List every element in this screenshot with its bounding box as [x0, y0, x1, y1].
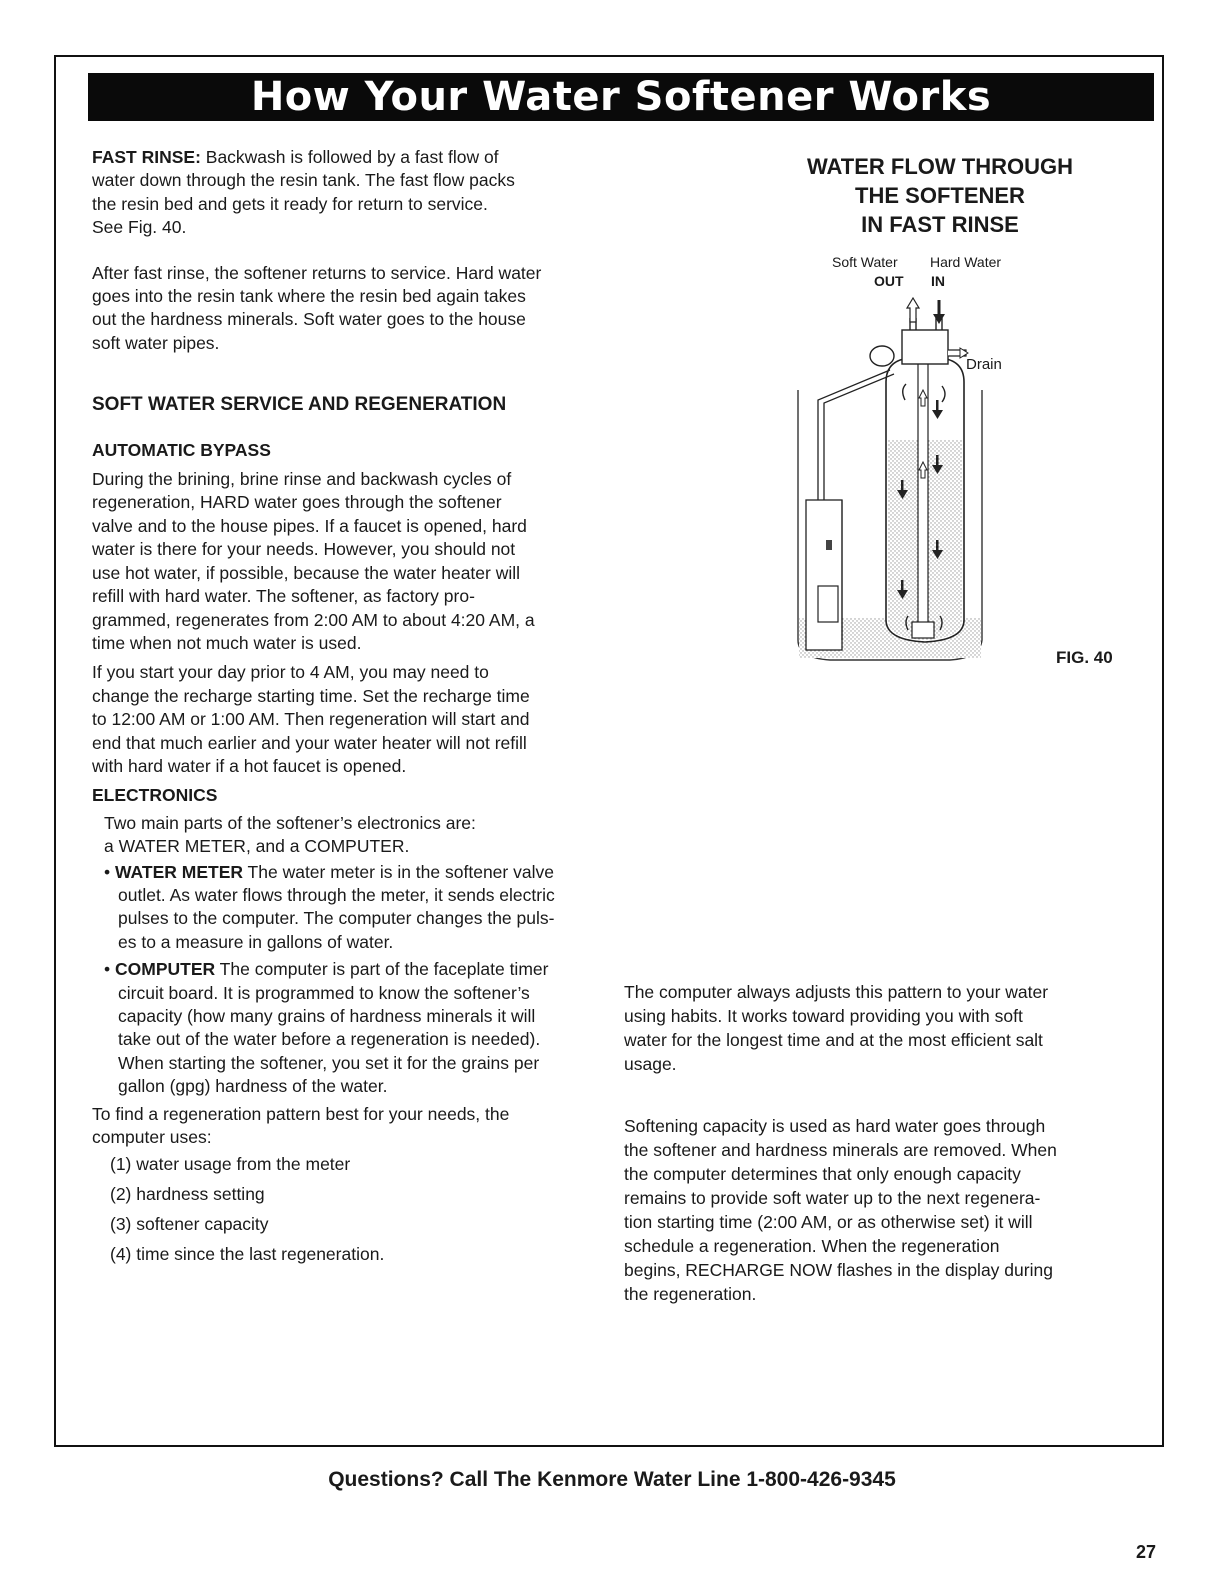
out-label: OUT [874, 273, 904, 289]
water-meter-label: WATER METER [115, 861, 244, 882]
valve-body [902, 330, 948, 364]
page-banner-title: How Your Water Softener Works [88, 73, 1154, 121]
figure-title: WATER FLOW THROUGH THE SOFTENER IN FAST RINSE [807, 154, 1073, 237]
water-softener-diagram [790, 290, 990, 670]
electronics-intro: Two main parts of the softener’s electronics are: a WATER METER, and a COMPUTER. [104, 812, 476, 857]
pattern-paragraph: To find a regeneration pattern best for your needs, the computer uses: [92, 1103, 510, 1148]
in-label: IN [931, 273, 945, 289]
bottom-distributor [912, 622, 934, 638]
left-column [92, 146, 612, 1269]
footer-phone-line: Questions? Call The Kenmore Water Line 1-800-426-9345 [328, 1468, 896, 1491]
list-item: (1) water usage from the meter [110, 1154, 351, 1175]
recharge-time-paragraph: If you start your day prior to 4 AM, you may need to change the recharge starting time. Set the recharge time to 12:00 AM or 1:00 AM. Then regeneration will start and end that much earlier and your water heater will not refill with hard water if a hot faucet is opened. [92, 662, 530, 776]
computer-label: COMPUTER [115, 959, 216, 980]
brine-line [818, 370, 890, 500]
list-item: (4) time since the last regeneration. [110, 1244, 385, 1265]
computer-bullet: • COMPUTER The computer is part of the faceplate timer circuit board. It is programmed to know the softener’s capacity (how many grains of hardness minerals it will take out of the water before a regeneration is needed). When starting the softener, you set it for the grains per gallon (gpg) hardness of the water. [104, 959, 549, 1097]
after-rinse-paragraph: After fast rinse, the softener returns to service. Hard water goes into the resin tank where the resin bed again takes out the hardness minerals. Soft water goes to the house soft water pipes. [92, 262, 542, 353]
fast-rinse-paragraph: FAST RINSE: Backwash is followed by a fast flow of water down through the resin tank. The fast flow packs the resin bed and gets it ready for return to service. See Fig. 40. [92, 147, 515, 238]
uses-list [92, 1149, 612, 1269]
list-item: (3) softener capacity [110, 1214, 269, 1235]
drain-label: Drain [966, 356, 1002, 373]
electronics-heading: ELECTRONICS [92, 785, 218, 806]
valve-motor [870, 346, 894, 366]
right-column-text [624, 980, 1124, 1306]
bypass-paragraph: During the brining, brine rinse and backwash cycles of regeneration, HARD water goes through the softener valve and to the house pipes. If a faucet is opened, hard water is there for your needs. However, you should not use hot water, if possible, because the water heater will refill with hard water. The softener, as factory pro- grammed, regenerates from 2:00 AM to about 4:20 AM, a time when not much water is used. [92, 469, 535, 653]
fast-rinse-label: FAST RINSE: [92, 147, 201, 167]
list-item: (2) hardness setting [110, 1184, 265, 1205]
hard-water-label: Hard Water [930, 254, 1002, 270]
adjusts-paragraph: The computer always adjusts this pattern to your water using habits. It works toward providing you with soft water for the longest time and at the most efficient salt usage. [624, 982, 1049, 1074]
water-meter-bullet: • WATER METER The water meter is in the softener valve outlet. As water flows through the meter, it sends electric pulses to the computer. The computer changes the puls- es to a measure in gallons of water. [104, 861, 555, 952]
brine-well [806, 500, 842, 650]
page-number: 27 [1136, 1542, 1157, 1562]
capacity-paragraph: Softening capacity is used as hard water goes through the softener and hardness minerals are removed. When the computer determines that only enough capacity remains to provide soft water up to the next regenera- tion starting time (2:00 AM, or as otherwise set) it will schedule a regeneration. When the regeneration begins, RECHARGE NOW flashes in the display during the regeneration. [624, 1116, 1057, 1304]
hard-water-in-arrow [933, 300, 945, 324]
figure-label: FIG. 40 [1056, 648, 1113, 667]
soft-water-label: Soft Water [832, 254, 898, 270]
automatic-bypass-heading: AUTOMATIC BYPASS [92, 439, 271, 460]
section-heading: SOFT WATER SERVICE AND REGENERATION [92, 394, 507, 416]
soft-water-out-arrow [907, 298, 919, 322]
